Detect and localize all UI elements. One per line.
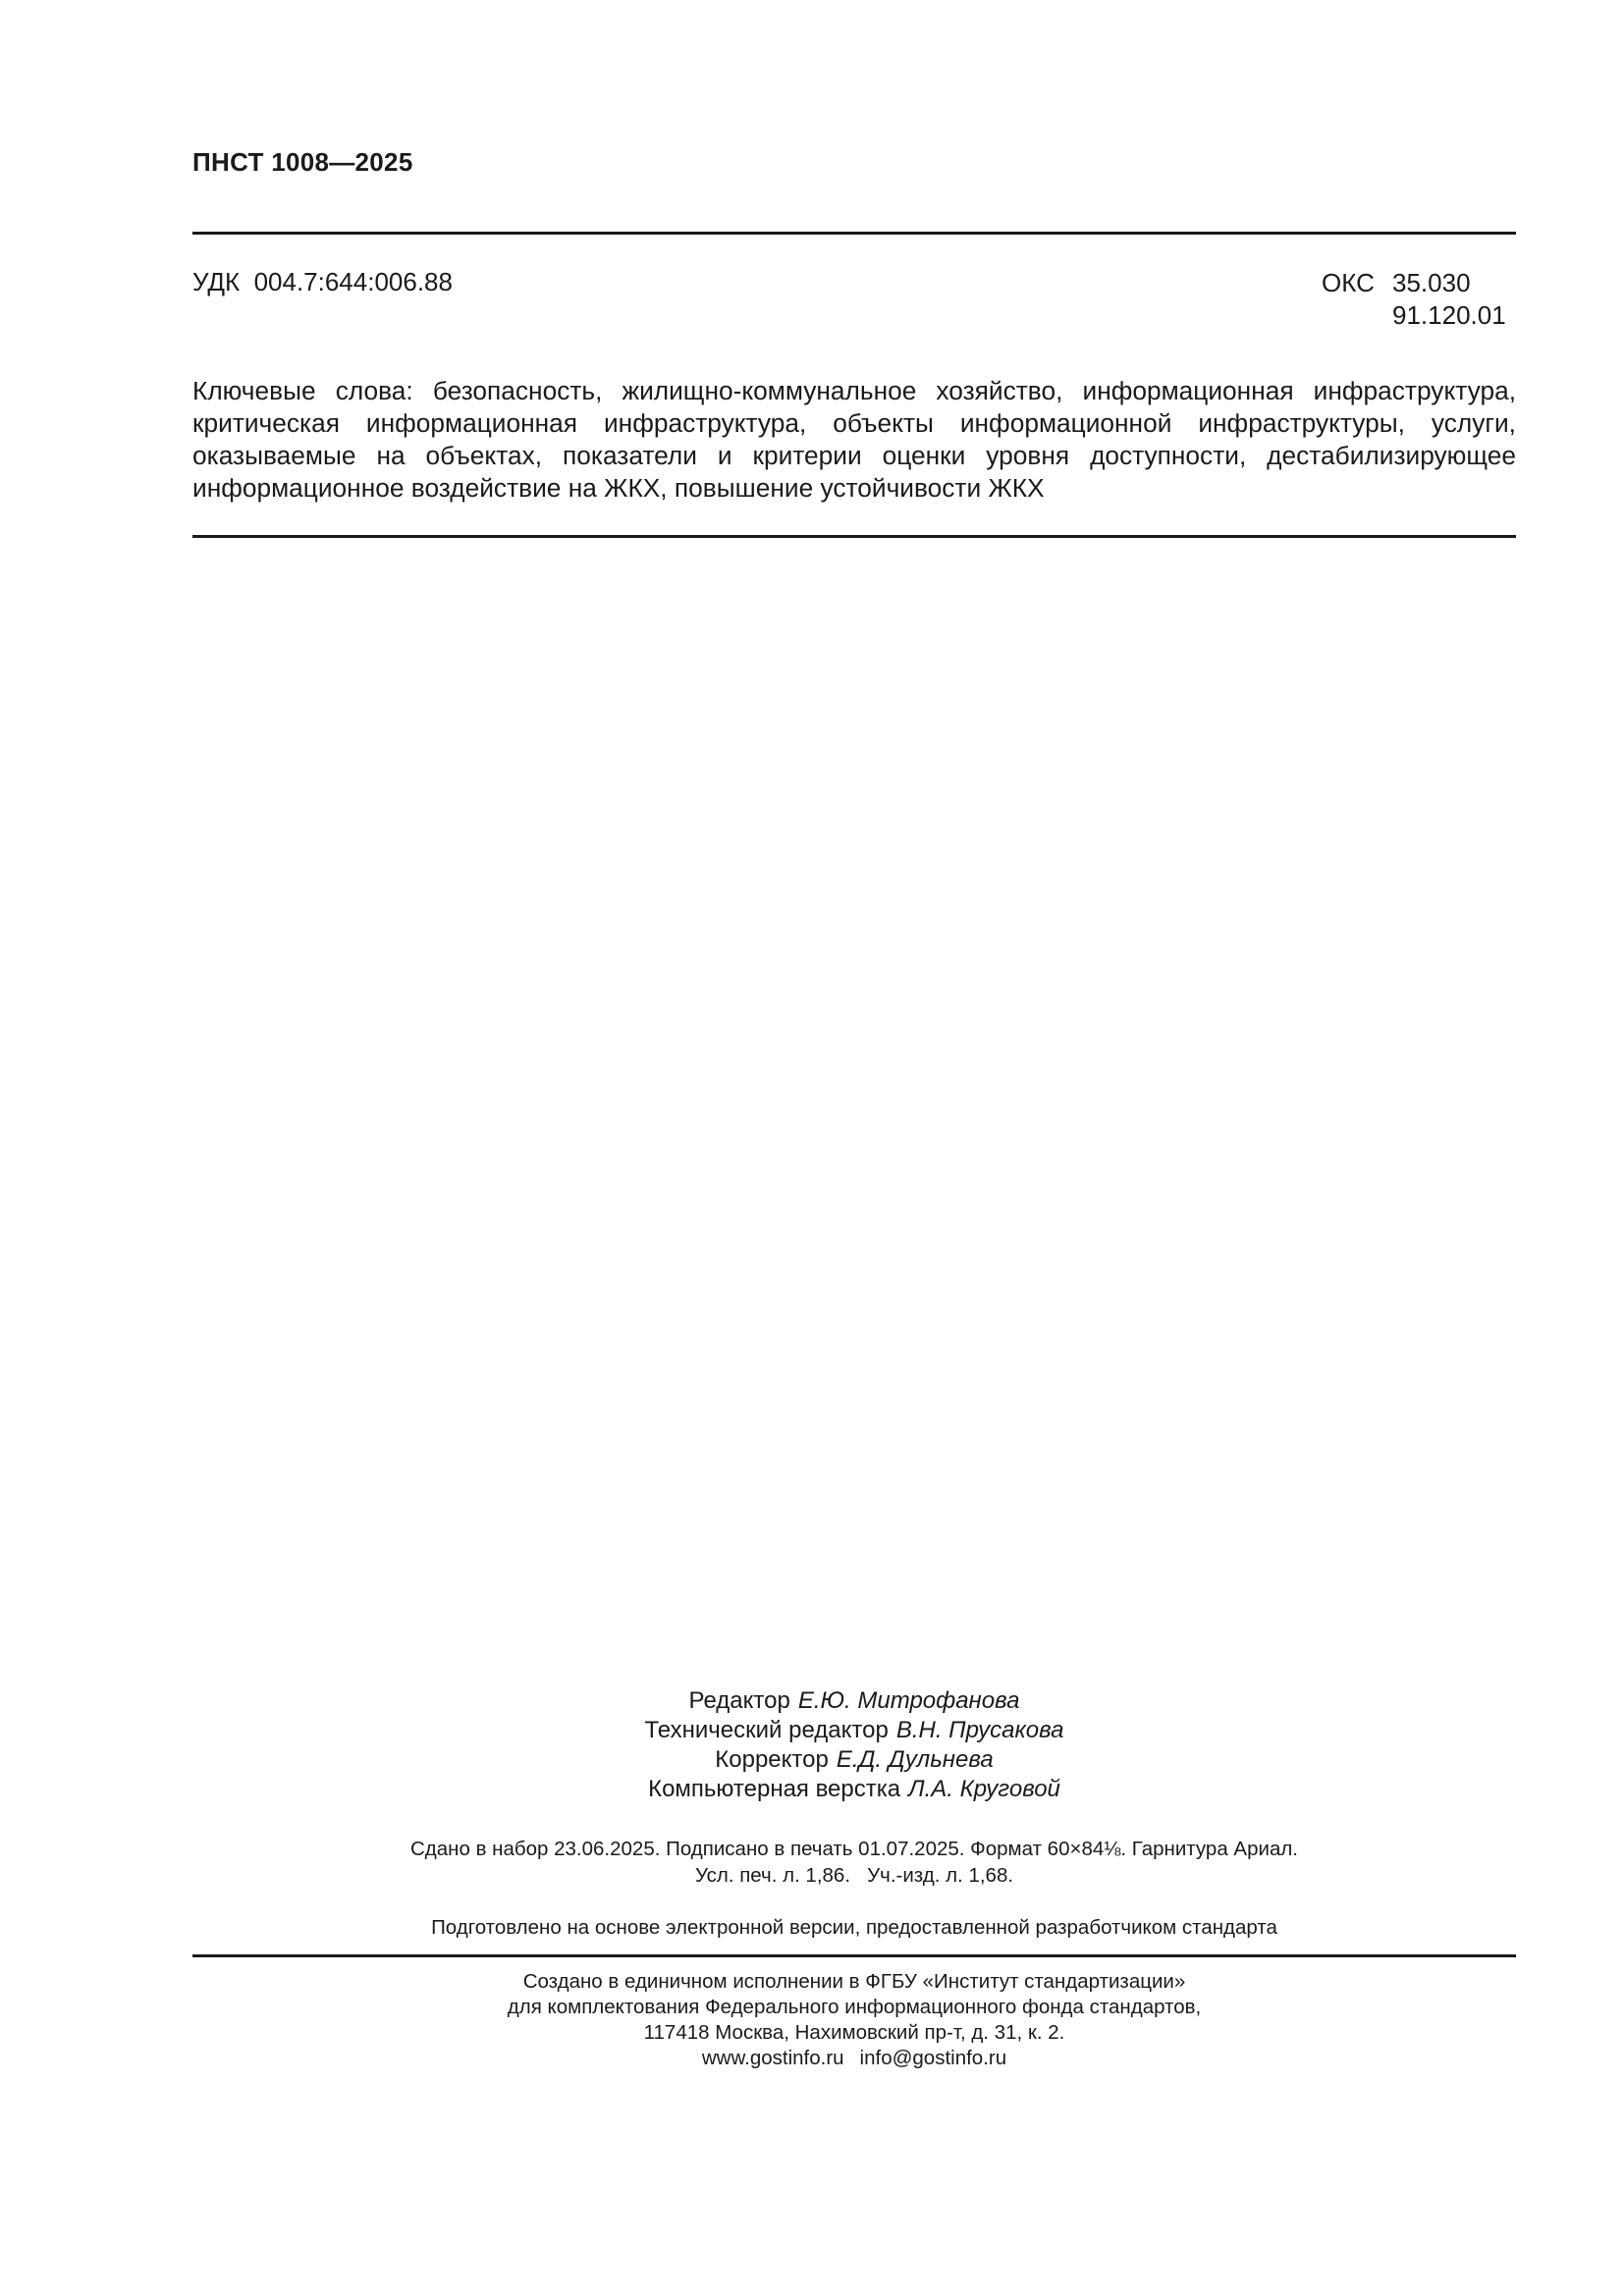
publisher-divider: [192, 1954, 1516, 1957]
keywords-divider: [192, 535, 1516, 538]
email-link[interactable]: info@gostinfo.ru: [859, 2047, 1007, 2069]
prepared-note: Подготовлено на основе электронной версии, предоставленной разработчиком стандарта: [431, 1916, 1277, 1939]
credit-person: Е.Ю. Митрофанова: [797, 1687, 1020, 1714]
print-info-line: Усл. печ. л. 1,86. Уч.-изд. л. 1,68.: [694, 1864, 1014, 1887]
udk-classification: [192, 267, 453, 297]
top-divider: [192, 232, 1516, 235]
credit-line: [192, 1775, 1516, 1804]
udk-label: УДК: [192, 267, 241, 296]
publisher-links: [192, 2046, 1516, 2071]
website-link[interactable]: www.gostinfo.ru: [701, 2047, 844, 2069]
credit-person: В.Н. Прусакова: [895, 1717, 1064, 1743]
publisher-address: 117418 Москва, Нахимовский пр-т, д. 31, к. 2.: [643, 2021, 1065, 2044]
oks-classification: [1322, 267, 1506, 332]
credit-line: [192, 1686, 1516, 1716]
credit-person: Л.А. Круговой: [908, 1776, 1060, 1802]
credit-person: Е.Д. Дульнева: [836, 1746, 994, 1773]
udk-value: 004.7:644:006.88: [253, 267, 453, 296]
publisher-line: для комплектования Федерального информационного фонда стандартов,: [507, 1996, 1202, 2018]
oks-label: ОКС: [1322, 268, 1375, 297]
document-code: ПНСТ 1008—2025: [192, 147, 413, 177]
print-info-line: Сдано в набор 23.06.2025. Подписано в печать 01.07.2025. Формат 60×84⅛. Гарнитура Ариал.: [409, 1838, 1298, 1860]
credit-role: Технический редактор: [644, 1717, 889, 1743]
publisher-info: [192, 1969, 1516, 2071]
credit-role: Редактор: [688, 1687, 790, 1714]
oks-value: 91.120.01: [1392, 300, 1506, 330]
oks-value: 35.030: [1392, 268, 1471, 297]
publisher-line: Создано в единичном исполнении в ФГБУ «Институт стандартизации»: [522, 1970, 1186, 1993]
credit-line: [192, 1745, 1516, 1775]
credit-role: Компьютерная верстка: [648, 1776, 901, 1802]
print-info: [192, 1836, 1516, 1889]
credit-role: Корректор: [715, 1746, 829, 1773]
editorial-credits: [192, 1686, 1516, 1804]
keywords-paragraph: Ключевые слова: безопасность, жилищно-коммунальное хозяйство, информационная инфраструктура, критическая информационная инфраструктура, объекты информационной инфраструктуры, услуги, оказываемые на объектах, показатели и критерии оценки уровня доступности, дестабилизирующее информационное воздействие на ЖКХ, повышение устойчивости ЖКХ: [192, 376, 1516, 503]
credit-line: [192, 1716, 1516, 1745]
